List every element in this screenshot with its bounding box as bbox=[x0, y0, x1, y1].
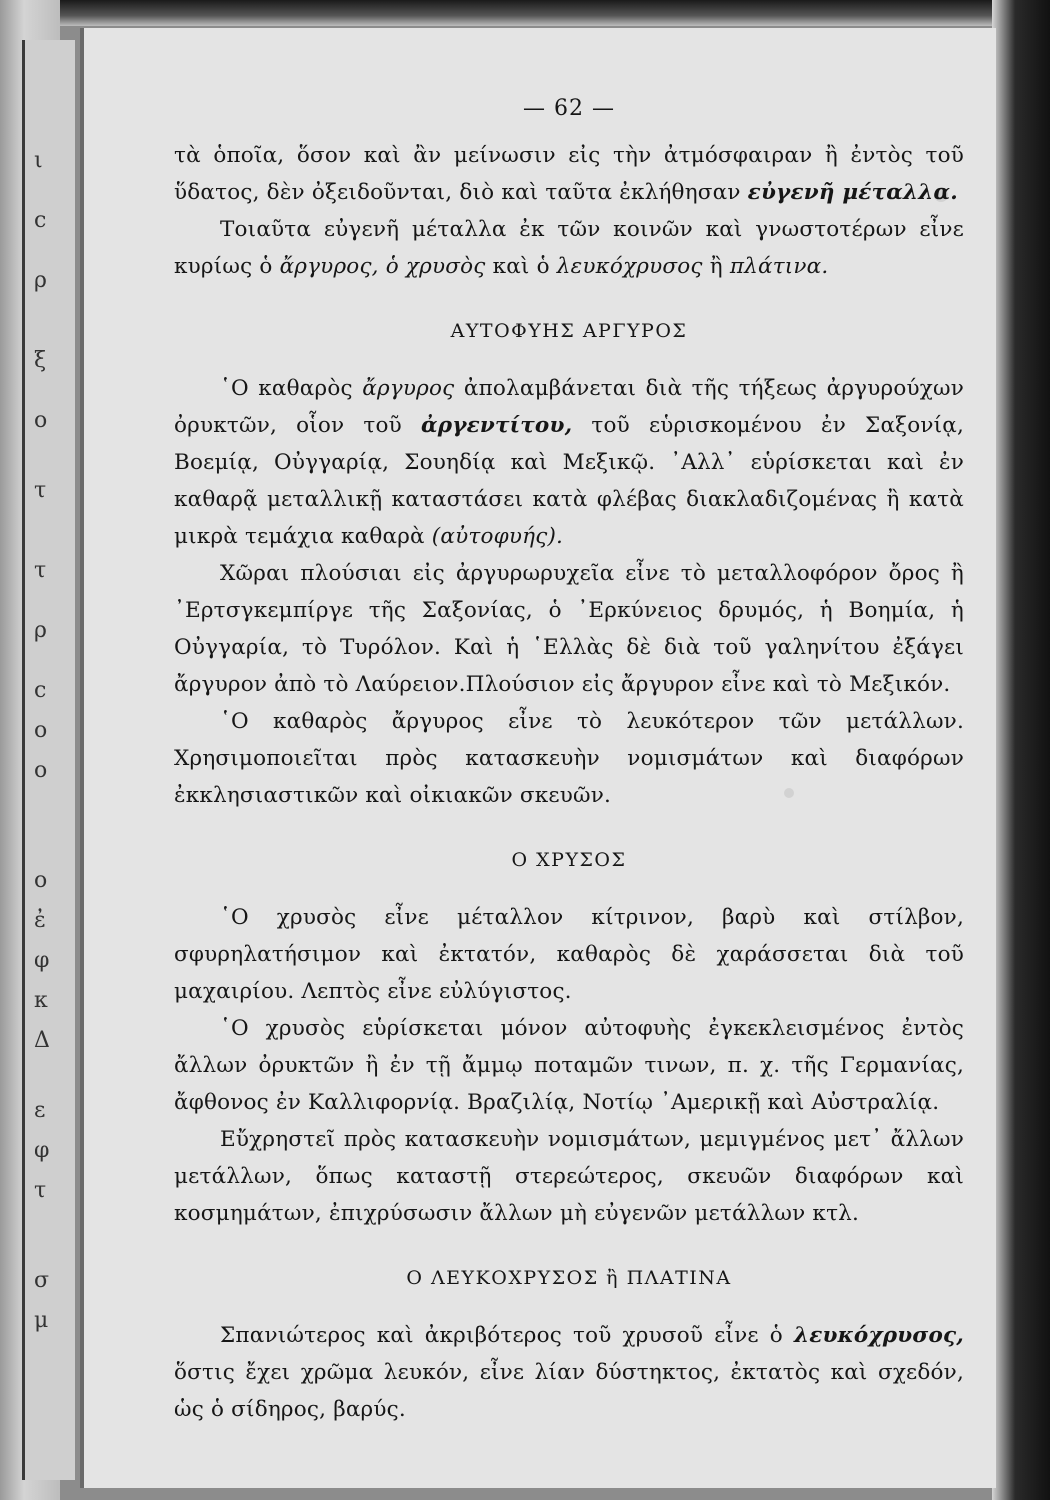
paragraph-gold-properties: ῾Ο χρυσὸς εἶνε μέταλλον κίτρινον, βαρὺ καὶ στίλβον, σφυρηλατήσιμον καὶ ἐκτατόν, καθαρὸς δὲ χαράσσεται διὰ τοῦ μαχαιρίου. Λεπτὸς εἶνε εὐλύγιστος. bbox=[174, 905, 964, 1004]
margin-fragment: ο bbox=[34, 718, 48, 743]
text-run: ὅστις ἔχει χρῶμα λευκόν, εἶνε λίαν δύστηκτος, ἐκτατὸς καὶ σχεδόν, ὡς ὁ σίδηρος, βαρύς. bbox=[174, 1360, 964, 1422]
section-heading-platinum: Ο ΛΕΥΚΟΧΡΥΣΟΣ ἢ ΠΛΑΤΙΝΑ bbox=[406, 1267, 732, 1289]
section-heading-gold: Ο ΧΡΥΣΟΣ bbox=[511, 849, 627, 871]
emphasis-term: ἄργυρος, ὁ χρυσὸς bbox=[279, 254, 486, 279]
paragraph-silver-uses: ῾Ο καθαρὸς ἄργυρος εἶνε τὸ λευκότερον τῶν μετάλλων. Χρησιμοποιεῖται πρὸς κατασκευὴν νομισμάτων καὶ διαφόρων ἐκκλησιαστικῶν καὶ οἰκιακῶν σκευῶν. bbox=[174, 709, 964, 808]
margin-fragment: ο bbox=[34, 758, 48, 783]
margin-fragment: μ bbox=[34, 1308, 49, 1333]
paragraph-noble-metals bbox=[174, 211, 964, 285]
paragraph-silver-extraction bbox=[174, 370, 964, 555]
section-heading-native-silver: ΑΥΤΟΦΥΗΣ ΑΡΓΥΡΟΣ bbox=[450, 320, 688, 342]
margin-fragment: σ bbox=[34, 1268, 50, 1293]
text-run: τοῦ εὑρισκομένου ἐν Σαξονίᾳ, Βοεμίᾳ, Οὐγγαρίᾳ, Σουηδίᾳ καὶ Μεξικῷ. ᾿Αλλ᾿ εὑρίσκεται καὶ ἐν καθαρᾷ μεταλλικῇ καταστάσει κατὰ φλέβας διακλαδιζομένας ἢ κατὰ μικρὰ τεμάχια καθαρὰ bbox=[174, 413, 965, 549]
text-run: Σπανιώτερος καὶ ἀκριβότερος τοῦ χρυσοῦ εἶνε ὁ bbox=[220, 1323, 794, 1348]
margin-fragment: ο bbox=[34, 868, 48, 893]
page-number: — 62 — bbox=[523, 96, 615, 121]
margin-fragment: ϲ bbox=[34, 208, 47, 233]
text-run: καὶ ὁ bbox=[485, 254, 557, 279]
emphasis-term: ἀργεντίτου, bbox=[420, 413, 573, 438]
paragraph-platinum bbox=[174, 1317, 964, 1428]
margin-fragment: τ bbox=[34, 1178, 47, 1203]
emphasis-term: πλάτινα. bbox=[729, 254, 829, 279]
margin-fragment: τ bbox=[34, 558, 47, 583]
underlying-page-strip bbox=[22, 40, 75, 1480]
scan-top-edge bbox=[60, 0, 1000, 26]
margin-fragment: κ bbox=[34, 988, 48, 1013]
margin-fragment: ρ bbox=[34, 618, 47, 643]
text-run: τὰ ὁποῖα, ὅσον καὶ ἂν μείνωσιν εἰς τὴν ἀτμόσφαιραν ἢ ἐντὸς τοῦ ὕδατος, δὲν ὀξειδοῦνται, διὸ καὶ ταῦτα ἐκλήθησαν bbox=[174, 143, 964, 205]
paragraph-intro bbox=[174, 137, 964, 211]
margin-fragment: ο bbox=[34, 408, 48, 433]
margin-fragment: φ bbox=[34, 1138, 50, 1163]
scan-right-edge bbox=[992, 0, 1050, 1500]
margin-fragment: ξ bbox=[34, 348, 47, 373]
margin-fragment: ἐ bbox=[34, 908, 46, 933]
emphasis-term: (αὐτοφυής). bbox=[431, 524, 564, 549]
margin-fragment: τ bbox=[34, 478, 47, 503]
page-text-block bbox=[174, 90, 964, 1428]
margin-fragment: ε bbox=[34, 1098, 46, 1123]
margin-fragment: ι bbox=[34, 148, 43, 173]
emphasis-term: ἄργυρος bbox=[362, 376, 455, 401]
paragraph-gold-uses: Εὔχρηστεῖ πρὸς κατασκευὴν νομισμάτων, μεμιγμένος μετ᾿ ἄλλων μετάλλων, ὅπως καταστῇ στερεώτερος, σκευῶν διαφόρων καὶ κοσμημάτων, ἐπιχρύσωσιν ἄλλων μὴ εὐγενῶν μετάλλων κτλ. bbox=[174, 1127, 964, 1226]
margin-fragment: Δ bbox=[34, 1028, 50, 1053]
emphasis-term: λευκόχρυσος, bbox=[793, 1323, 964, 1348]
margin-fragment: φ bbox=[34, 948, 50, 973]
margin-fragment: ρ bbox=[34, 268, 47, 293]
emphasis-term: εὐγενῆ μέταλλα. bbox=[747, 180, 958, 205]
emphasis-term: λευκόχρυσος bbox=[556, 254, 703, 279]
paragraph-silver-countries: Χῶραι πλούσιαι εἰς ἀργυρωρυχεῖα εἶνε τὸ μεταλλοφόρον ὄρος ἢ ᾿Ερτσγκεμπίργε τῆς Σαξονίας, ὁ ᾿Ερκύνειος δρυμός, ἡ Βοημία, ἡ Οὐγγαρία, τὸ Τυρόλον. Καὶ ἡ ῾Ελλὰς δὲ διὰ τοῦ γαληνίτου ἐξάγει ἄργυρον ἀπὸ τὸ Λαύρειον.Πλούσιον εἰς ἄργυρον εἶνε καὶ τὸ Μεξικόν. bbox=[174, 561, 964, 697]
paragraph-gold-occurrence: ῾Ο χρυσὸς εὑρίσκεται μόνον αὐτοφυὴς ἐγκεκλεισμένος ἐντὸς ἄλλων ὀρυκτῶν ἢ ἐν τῇ ἄμμῳ ποταμῶν τινων, π. χ. τῆς Γερμανίας, ἄφθονος ἐν Καλλιφορνίᾳ. Βραζιλίᾳ, Νοτίῳ ᾿Αμερικῇ καὶ Αὐστραλίᾳ. bbox=[174, 1016, 964, 1115]
text-run: Τοιαῦτα εὐγενῆ μέταλλα ἐκ τῶν κοινῶν καὶ γνωστοτέρων εἶνε κυρίως ὁ bbox=[174, 217, 964, 279]
text-run: ἢ bbox=[702, 254, 730, 279]
margin-fragment: ϲ bbox=[34, 678, 47, 703]
book-page bbox=[84, 28, 996, 1488]
text-run: ἀπολαμβάνεται διὰ τῆς τήξεως ἀργυρούχων ὀρυκτῶν, οἷον τοῦ bbox=[174, 376, 964, 438]
text-run: ῾Ο καθαρὸς bbox=[220, 376, 363, 401]
